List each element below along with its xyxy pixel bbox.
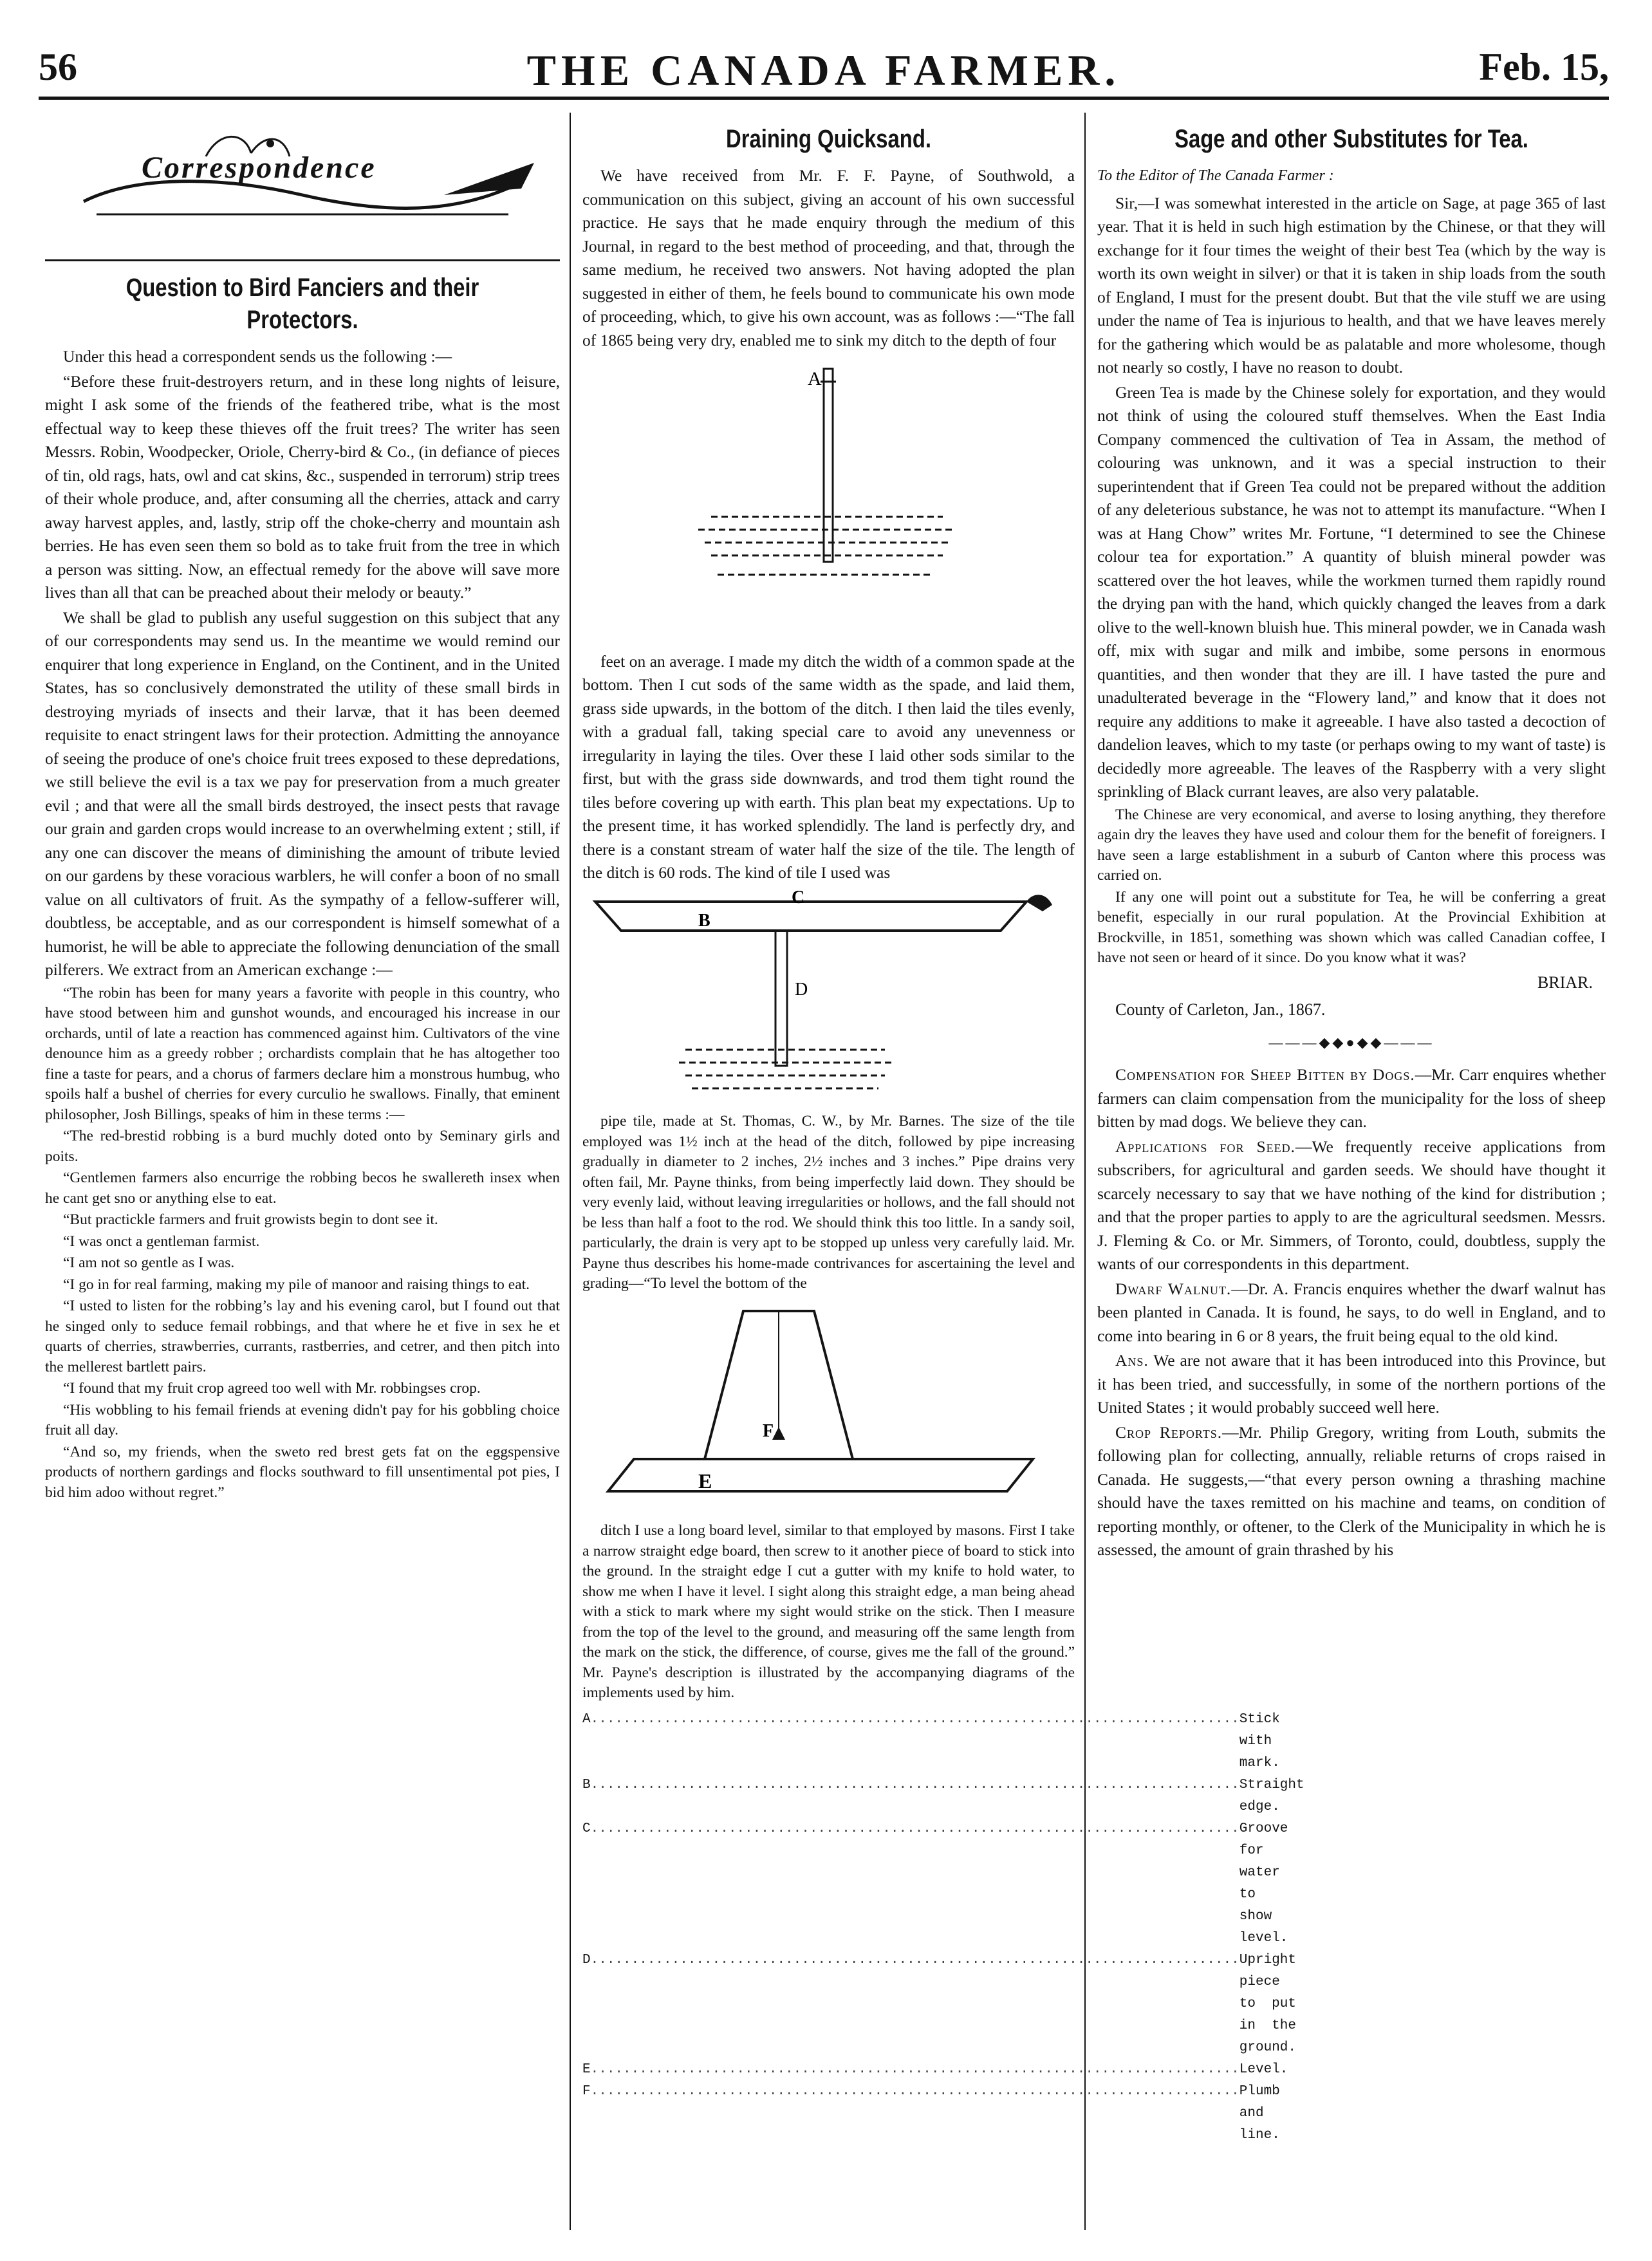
byline: To the Editor of The Canada Farmer :: [1097, 167, 1334, 184]
paragraph: feet on an average. I made my ditch the width of a common spade at the bottom. Then I cut sods of the same width as the spade, and laid them, grass side upwards, in the bottom of the ditch. I then laid the tiles evenly, with a gradual fall, taking special care to avoid any unevenness or irregularity in laying the tiles. Over these I laid other sods similar to the first, but with the grass side downwards, and trod them tight round the tiles before covering up with earth. This plan beat my expectations. Up to the present time, it has worked splendidly. The land is perfectly dry, and there is a constant stream of water half the size of the tile. The length of the ditch is 60 rods. The kind of tile I used was: [582, 651, 1075, 882]
legend-desc: Straight edge.: [1239, 1777, 1304, 1814]
fig-label-b: B: [698, 910, 710, 931]
stick-diagram: [582, 356, 1075, 639]
hand-icon: [1026, 895, 1052, 911]
legend-desc: Plumb and line.: [1239, 2083, 1280, 2143]
legend-leader: ................................................................................: [590, 1821, 1239, 1836]
note-text: We are not aware that it has been introduced into this Province, but it has been tried, and successfully, in some of the northern portions of the United States ; it would probably succeed well here.: [1097, 1351, 1606, 1417]
legend-row: [582, 1709, 1280, 1774]
level-diagram: [582, 1298, 1075, 1511]
legend-leader: ................................................................................: [590, 2061, 1239, 2077]
note-text: —Mr. Philip Gregory, writing from Louth, submits the following plan for collecting, annually, reliable returns of crops raised in Canada. He suggests,—“that every person owning a thrashing machine should have the taxes remitted on his machine and teams, on condition of reporting monthly, or oftener, to the Clerk of the Municipality in which he is assessed, the amount of grain thrashed by his: [1097, 1422, 1606, 1559]
dateline: County of Carleton, Jan., 1867.: [1115, 1000, 1326, 1019]
legend-leader: ................................................................................: [590, 1711, 1239, 1727]
legend-row: [582, 1818, 1288, 1949]
note-text: —We frequently receive applications from subscribers, for agricultural and garden seeds. We should have thought it scarcely necessary to say that we have nothing of the kind for distribution ; and that the proper parties to apply to are the agricultural seedsmen. Messrs. J. Fleming & Co. or Mr. Simmers, of Toronto, could, doubtless, supply the wants of our correspondents in this department.: [1097, 1137, 1606, 1273]
paragraph: “Before these fruit-destroyers return, and in these long nights of leisure, might I ask some of the friends of the feathered tribe, what is the most effectual way to keep these thieves off the fruit trees? The writer has seen Messrs. Robin, Woodpecker, Oriole, Cherry-bird & Co., (in defiance of pieces of tin, old rags, hats, owl and cat skins, &c., suspended in terrorum) strip trees of their whole produce, and, after consuming all the cherries, attack and carry away harvest apples, and, lastly, strip off the choke-cherry and mountain ash berries. He has even seen them so bold as to take fruit from the tree in which a person was sitting. Now, an effectual remedy for the above will save more lives than all that can be preached about their melody or beauty.”: [45, 371, 560, 602]
legend-desc: Level.: [1239, 2061, 1288, 2077]
quill-ornament-icon: [58, 118, 547, 253]
draining-article-heading: Draining Quicksand.: [726, 125, 931, 153]
fig-label-f: F: [763, 1420, 774, 1441]
note-text: —Mr. Carr enquires whether farmers can claim compensation from the municipality for the loss of sheep bitten by mad dogs. We believe they can.: [1097, 1065, 1606, 1131]
paragraph: “Gentlemen farmers also encurrige the robbing becos he swallereth insex when he cant get sno or anything else to eat.: [45, 1169, 560, 1207]
note-text: —Dr. A. Francis enquires whether the dwarf walnut has been planted in Canada. It is found, he says, to do well in England, and to come into bearing in 6 or 8 years, the fruit being equal to the old kind.: [1097, 1279, 1606, 1345]
note-lead: Applications for Seed.: [1115, 1137, 1295, 1156]
legend-key: F: [582, 2083, 591, 2099]
banner-rule: [45, 259, 560, 261]
paragraph: “And so, my friends, when the sweto red brest gets fat on the eggspensive products of northern gardings and flocks southward to fill unsentimental pot pies, I bid him adoo without regret.”: [45, 1443, 560, 1501]
note-paragraph: [1097, 1063, 1606, 1134]
paragraph: Under this head a correspondent sends us the following :—: [63, 347, 452, 366]
legend-leader: ................................................................................: [590, 1952, 1239, 1968]
banner-label: Correspondence: [142, 151, 376, 185]
column-rule: [570, 113, 571, 2230]
issue-date: Feb. 15,: [1479, 46, 1609, 88]
paragraph: “I go in for real farming, making my pile of manoor and raising things to eat.: [63, 1276, 530, 1293]
masthead-rule: [39, 97, 1609, 100]
page-number: 56: [39, 46, 77, 88]
paragraph: “His wobbling to his femail friends at evening didn't pay for his gobbling choice fruit all day.: [45, 1401, 560, 1438]
note-lead: Crop Reports.: [1115, 1422, 1223, 1442]
paragraph: “I am not so gentle as I was.: [63, 1254, 235, 1271]
straight-edge-diagram: [582, 889, 1075, 1101]
column-1: [45, 113, 560, 2230]
tea-article-heading: Sage and other Substitutes for Tea.: [1174, 125, 1528, 153]
legend-key: A: [582, 1711, 591, 1727]
legend-key: E: [582, 2061, 591, 2077]
fig-label-d: D: [795, 979, 808, 1000]
paragraph: “I usted to listen for the robbing’s lay and his evening carol, but I found out that he singed only to seduce femail robbings, and that where he et five in sex he et quarts of cherries, strawberries, currants, rastberries, and cetrer, and then pitch into the mellerest bartlett pairs.: [45, 1298, 560, 1375]
paragraph: The Chinese are very economical, and averse to losing anything, they therefore again dry the leaves they have used and colour them for the benefit of foreigners. I have seen a large establishment in a suburb of Canton where this process was carried on.: [1097, 806, 1606, 884]
note-paragraph: [1097, 1349, 1606, 1420]
paragraph: We have received from Mr. F. F. Payne, of Southwold, a communication on this subject, giving an account of his own successful practice. He says that he made enquiry through the medium of this Journal, in regard to the best method of proceeding, and that, through the same medium, he received two answers. Not having adopted the plan suggested in either of them, he feels bound to communicate his own mode of proceeding, which, to give his own account, was as follows :—“The fall of 1865 being very dry, enabled me to sink my ditch to the depth of four: [582, 166, 1075, 349]
note-lead: Ans.: [1115, 1351, 1149, 1370]
section-divider: ———◆◆●◆◆———: [1268, 1034, 1434, 1050]
paragraph: “But practickle farmers and fruit growists begin to dont see it.: [63, 1211, 438, 1228]
note-lead: Compensation for Sheep Bitten by Dogs.: [1115, 1065, 1415, 1084]
fig-label-a: A: [808, 368, 822, 389]
paragraph: “I found that my fruit crop agreed too well with Mr. robbingses crop.: [63, 1380, 481, 1397]
legend-desc: Groove for water to show level.: [1239, 1821, 1288, 1946]
figure-stick: [582, 356, 1075, 646]
column-3: [1097, 113, 1606, 2230]
paragraph: pipe tile, made at St. Thomas, C. W., by Mr. Barnes. The size of the tile employed was 1½ inch at the head of the ditch, followed by pipe increasing gradually in diameter to 2 inches, 2½ inches and 3 inches.” Pipe drains very often fail, Mr. Payne thinks, from being imperfectly laid down. They should be very evenly laid, without leaving irregularities or hollows, and the fall should not be less than half a foot to the rod. We should think this too little. In a sandy soil, particularly, the drain is very apt to be stopped up unless very carefully laid. Mr. Payne thus describes his home-made contrivances for ascertaining the level and grading—“To level the bottom of the: [582, 1113, 1075, 1292]
fig-label-e: E: [698, 1469, 712, 1493]
paragraph: “I was onct a gentleman farmist.: [63, 1233, 260, 1250]
figure-level: [582, 1298, 1075, 1518]
paragraph: ditch I use a long board level, similar to that employed by masons. First I take a narrow straight edge board, then screw to it another piece of board to stick into the ground. In the straight edge I cut a gutter with my knife to hold water, to show me when I have it level. I sight along this straight edge, a man being ahead with a stick to mark where my sight would strike on the stick. Then I measure from the top of the level to the ground, and measuring off the same length from the mark on the stick, the difference, of course, gives me the fall of the ground.” Mr. Payne's description is illustrated by the accompanying diagrams of the implements used by him.: [582, 1522, 1075, 1701]
note-paragraph: [1097, 1135, 1606, 1276]
note-lead: Dwarf Walnut.: [1115, 1279, 1232, 1298]
legend-key: D: [582, 1952, 591, 1968]
legend-row: [582, 2081, 1280, 2146]
paper-title: THE CANADA FARMER.: [526, 46, 1121, 95]
signoff: BRIAR.: [1537, 972, 1593, 992]
paragraph: “The red-brestid robbing is a burd muchly doted onto by Seminary girls and poits.: [45, 1128, 560, 1165]
diagram-legend: [582, 1709, 1304, 2146]
note-paragraph: [1097, 1421, 1606, 1562]
note-paragraph: [1097, 1278, 1606, 1348]
legend-leader: ................................................................................: [590, 1777, 1239, 1792]
legend-row: [582, 1774, 1304, 1818]
correspondence-banner: [58, 118, 547, 253]
paragraph: If any one will point out a substitute for Tea, he will be conferring a great benefit, especially in our rural population. At the Provincial Exhibition at Brockville, in 1851, something was shown which was called Canadian coffee, I have not seen or heard of it since. Do you know what it was?: [1097, 888, 1606, 966]
paragraph: “The robin has been for many years a favorite with people in this country, who have stood between him and gunshot wounds, and encouraged his increase in our orchards, until of late a reaction has commenced against him. Cultivators of the vine denounce him as a greedy robber ; orchardists complain that he has altogether too fine a taste for pears, and a chorus of farmers declare him a monstrous humbug, who spoils half a bushel of cherries for every curculio he swallows. Finally, that eminent philosopher, Josh Billings, speaks of him in these terms :—: [45, 984, 560, 1123]
masthead: [39, 45, 1609, 103]
paragraph: Sir,—I was somewhat interested in the article on Sage, at page 365 of last year. That it is held in such high estimation by the Chinese, or that they will exchange for it four times the weight of their best Tea (which by the way is worth its own weight in silver) or that it is taken in ship loads from the south of England, I must for the present doubt. But that the vile stuff we are using under the name of Tea is injurious to health, and that we have leaves merely for the gathering which would be as palatable and more wholesome, though not nearly so costly, I have no reason to doubt.: [1097, 193, 1606, 377]
legend-row: [582, 2059, 1288, 2081]
legend-key: B: [582, 1777, 591, 1792]
figure-straight-edge: [582, 889, 1075, 1108]
paragraph: Green Tea is made by the Chinese solely for exportation, and they would not think of using the coloured stuff themselves. When the East India Company commenced the cultivation of Tea in Assam, the method of colouring was unknown, and it was a special instruction to their superintendent that if Green Tea could not be prepared without the addition of any deleterious substance, he was not to attempt its manufacture. “When I was at Hang Chow” writes Mr. Fortune, “I determined to see the Chinese colour tea for exportation.” A quantity of bluish mineral powder was scattered over the hot leaves, while the workmen turned them rapidly round the drying pan with the hand, which quickly changed the leaves from a dark olive to the well-known bluish hue. This mineral powder, we in Canada wash off, mix with sugar and milk and imbibe, some persons in enormous quantities, and then wonder that they are ill. I have tasted the pure and unadulterated beverage in the “Flowery land,” and know that it does not require any additions to make it agreeable. I have also tasted a decoction of dandelion leaves, which to my taste (or perhaps owing to my want of taste) is decidedly more agreeable. The leaves of the Raspberry with a very slight sprinkling of Black currant leaves, are also very palatable.: [1097, 382, 1606, 801]
legend-leader: ................................................................................: [590, 2083, 1239, 2099]
legend-key: C: [582, 1821, 591, 1836]
notes-section: [1097, 1063, 1606, 1562]
legend-row: [582, 1949, 1296, 2059]
bird-article-heading: Question to Bird Fanciers and their Protectors.: [125, 274, 479, 334]
legend-desc: Stick with mark.: [1239, 1711, 1280, 1771]
paragraph: We shall be glad to publish any useful suggestion on this subject that any of our correspondents may send us. In the meantime we would remind our enquirer that long experience in England, on the Continent, and in the United States, has so conclusively demonstrated the utility of these small birds in destroying myriads of insects and their larvæ, that it has been deemed requisite to enact stringent laws for their protection. Admitting the annoyance of seeing the produce of one's choice fruit trees exposed to these depredations, we still believe the evil is a tax we pay for preservation from a much greater evil ; and that were all the small birds destroyed, the insect pests that ravage our grain and garden crops would increase to an overwhelming extent ; still, if any one can discover the means of diminishing the amount of tribute levied on our gardens by these voracious warblers, he will confer a boon of no small value on all cultivators of fruit. As the sympathy of a fellow-sufferer will, doubtless, be acceptable, and as our correspondent is himself somewhat of a humorist, he will be able to appreciate the following denunciation of the small pilferers. We extract from an American exchange :—: [45, 608, 560, 979]
legend-desc: Upright piece to put in the ground.: [1239, 1952, 1296, 2055]
fig-label-c: C: [792, 887, 805, 907]
